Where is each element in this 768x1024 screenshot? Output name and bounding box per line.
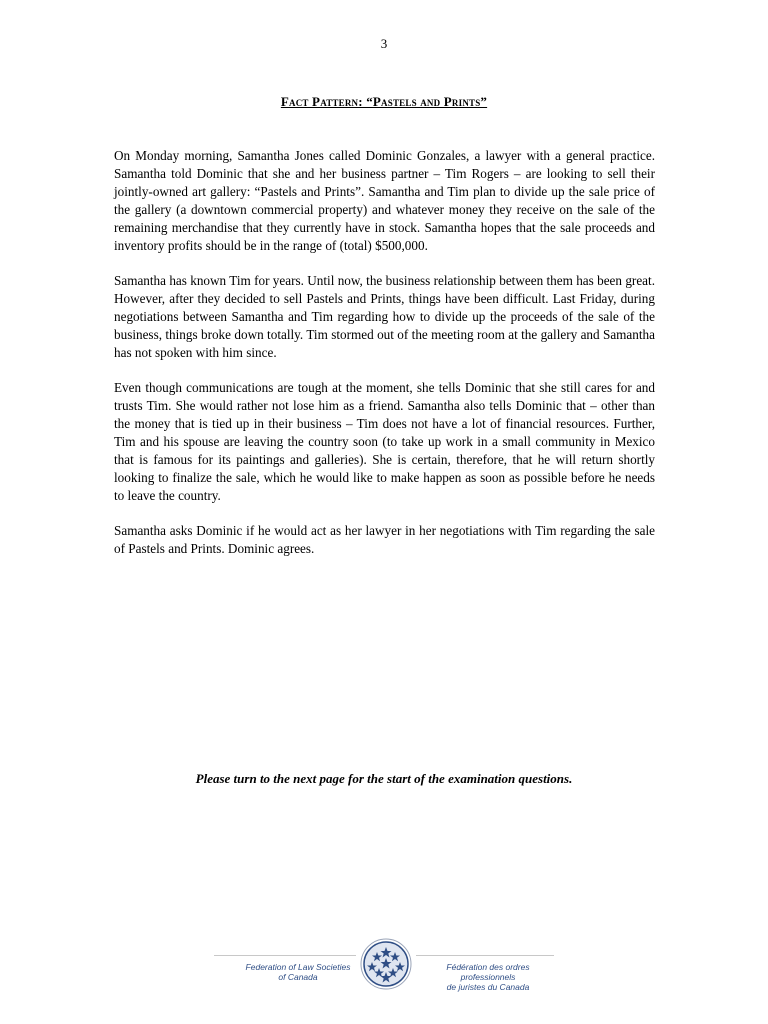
- federation-seal-icon: [360, 938, 412, 990]
- paragraph-4: Samantha asks Dominic if he would act as her lawyer in her negotiations with Tim regarding the sale of Pastels and Prints. Dominic agrees.: [114, 523, 655, 556]
- footer-french-line2: de juristes du Canada: [446, 982, 530, 992]
- fact-pattern-body: [114, 147, 655, 575]
- paragraph-1: On Monday morning, Samantha Jones called Dominic Gonzales, a lawyer with a general practice. Samantha told Dominic that she and her business partner – Tim Rogers – are looking to sell their jointly-owned art gallery: “Pastels and Prints”. Samantha and Tim plan to divide up the sale price of the gallery (a downtown commercial property) and whatever money they receive on the sale of the remaining merchandise that they currently have in stock. Samantha hopes that the sale proceeds and inventory profits should be in the range of (total) $500,000.: [114, 148, 655, 253]
- footer: [214, 938, 554, 998]
- footer-french-line1: Fédération des ordres professionnels: [446, 962, 530, 982]
- footer-french: [418, 962, 558, 992]
- paragraph-2: Samantha has known Tim for years. Until now, the business relationship between them has been great. However, after they decided to sell Pastels and Prints, things have been difficult. Last Friday, during negotiations between Samantha and Tim regarding how to divide up the proceeds of the sale of the business, things broke down totally. Tim stormed out of the meeting room at the gallery and Samantha has not spoken with him since.: [114, 273, 655, 360]
- footer-rule-left: [214, 955, 356, 956]
- page-number: 3: [380, 36, 388, 51]
- paragraph-3: Even though communications are tough at the moment, she tells Dominic that she still cares for and trusts Tim. She would rather not lose him as a friend. Samantha also tells Dominic that – other than the money that is tied up in their business – Tim does not have a lot of financial resources. Further, Tim and his spouse are leaving the country soon (to take up work in a small community in Mexico that is famous for its paintings and galleries). She is certain, therefore, that he will return shortly looking to finalize the sale, which he would like to make happen as soon as possible before he needs to leave the country.: [114, 380, 655, 503]
- closing-note: Please turn to the next page for the start of the examination questions.: [195, 771, 573, 786]
- footer-english-line1: Federation of Law Societies: [245, 962, 351, 972]
- footer-rule-right: [416, 955, 554, 956]
- footer-english: [238, 962, 358, 982]
- page-title: Fact Pattern: “Pastels and Prints”: [280, 94, 488, 109]
- footer-english-line2: of Canada: [278, 972, 318, 982]
